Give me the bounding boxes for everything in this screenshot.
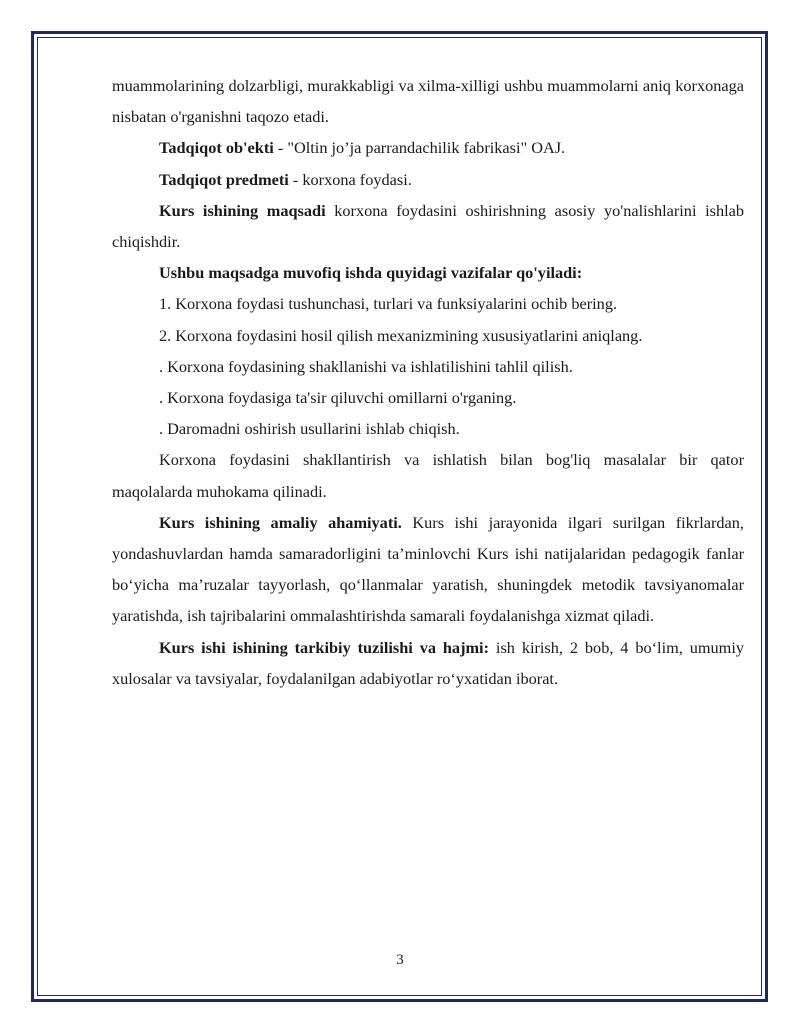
task-item-2: 2. Korxona foydasini hosil qilish mexanizmining xususiyatlarini aniqlang. [159, 325, 643, 345]
research-object-text: - "Oltin jo’ja parrandachilik fabrikasi" OAJ. [273, 138, 566, 158]
practical-significance-text: Kurs ishi jarayonida ilgari surilgan fikrlardan, yondashuvlardan hamda samaradorligini ta’minlovchi Kurs ishi natijalaridan pedagogik fanlar bo‘yicha ma’ruzalar tayyorlash, qo‘llanmalar yaratish, shuningdek metodik tavsiyanomalar yaratishda, ish tajribalarini ommalashtirishda samarali foydalanishga xizmat qiladi. [112, 512, 744, 626]
paragraph-intro-continuation: muammolarining dolzarbligi, murakkabligi va xilma-xilligi ushbu muammolarni aniq korxonaga nisbatan o'rganishni taqozo etadi. [112, 76, 744, 127]
task-item-1: 1. Korxona foydasi tushunchasi, turlari va funksiyalarini ochib bering. [159, 294, 618, 314]
paragraph-research-object [112, 132, 744, 163]
paragraph-research-subject [112, 164, 744, 195]
practical-significance-label: Kurs ishining amaliy ahamiyati. [159, 512, 402, 532]
structure-label: Kurs ishi ishining tarkibiy tuzilishi va hajmi: [159, 637, 490, 657]
research-subject-label: Tadqiqot predmeti [159, 169, 289, 189]
page-number: 3 [396, 952, 404, 968]
task-item-4: . Korxona foydasiga ta'sir qiluvchi omillarni o'rganing. [159, 388, 517, 408]
task-item-5: . Daromadni oshirish usullarini ishlab chiqish. [159, 419, 460, 439]
tasks-heading: Ushbu maqsadga muvofiq ishda quyidagi vazifalar qo'yiladi: [159, 263, 583, 283]
task-item-3: . Korxona foydasining shakllanishi va ishlatilishini tahlil qilish. [159, 356, 573, 376]
paragraph-practical-significance [112, 507, 744, 632]
paragraph-literature: Korxona foydasini shakllantirish va ishlatish bilan bog'liq masalalar bir qator maqolalarda muhokama qilinadi. [112, 450, 744, 501]
goal-label: Kurs ishining maqsadi [159, 200, 326, 220]
research-object-label: Tadqiqot ob'ekti [159, 138, 274, 158]
document-body [112, 70, 744, 694]
research-subject-text: - korxona foydasi. [288, 169, 412, 189]
goal-text: korxona foydasini oshirishning asosiy yo'nalishlarini ishlab chiqishdir. [112, 200, 744, 252]
paragraph-goal [112, 195, 744, 257]
paragraph-structure [112, 632, 744, 694]
structure-text: ish kirish, 2 bob, 4 bo‘lim, umumiy xulosalar va tavsiyalar, foydalanilgan adabiyotlar ro‘yxatidan iborat. [112, 637, 744, 688]
